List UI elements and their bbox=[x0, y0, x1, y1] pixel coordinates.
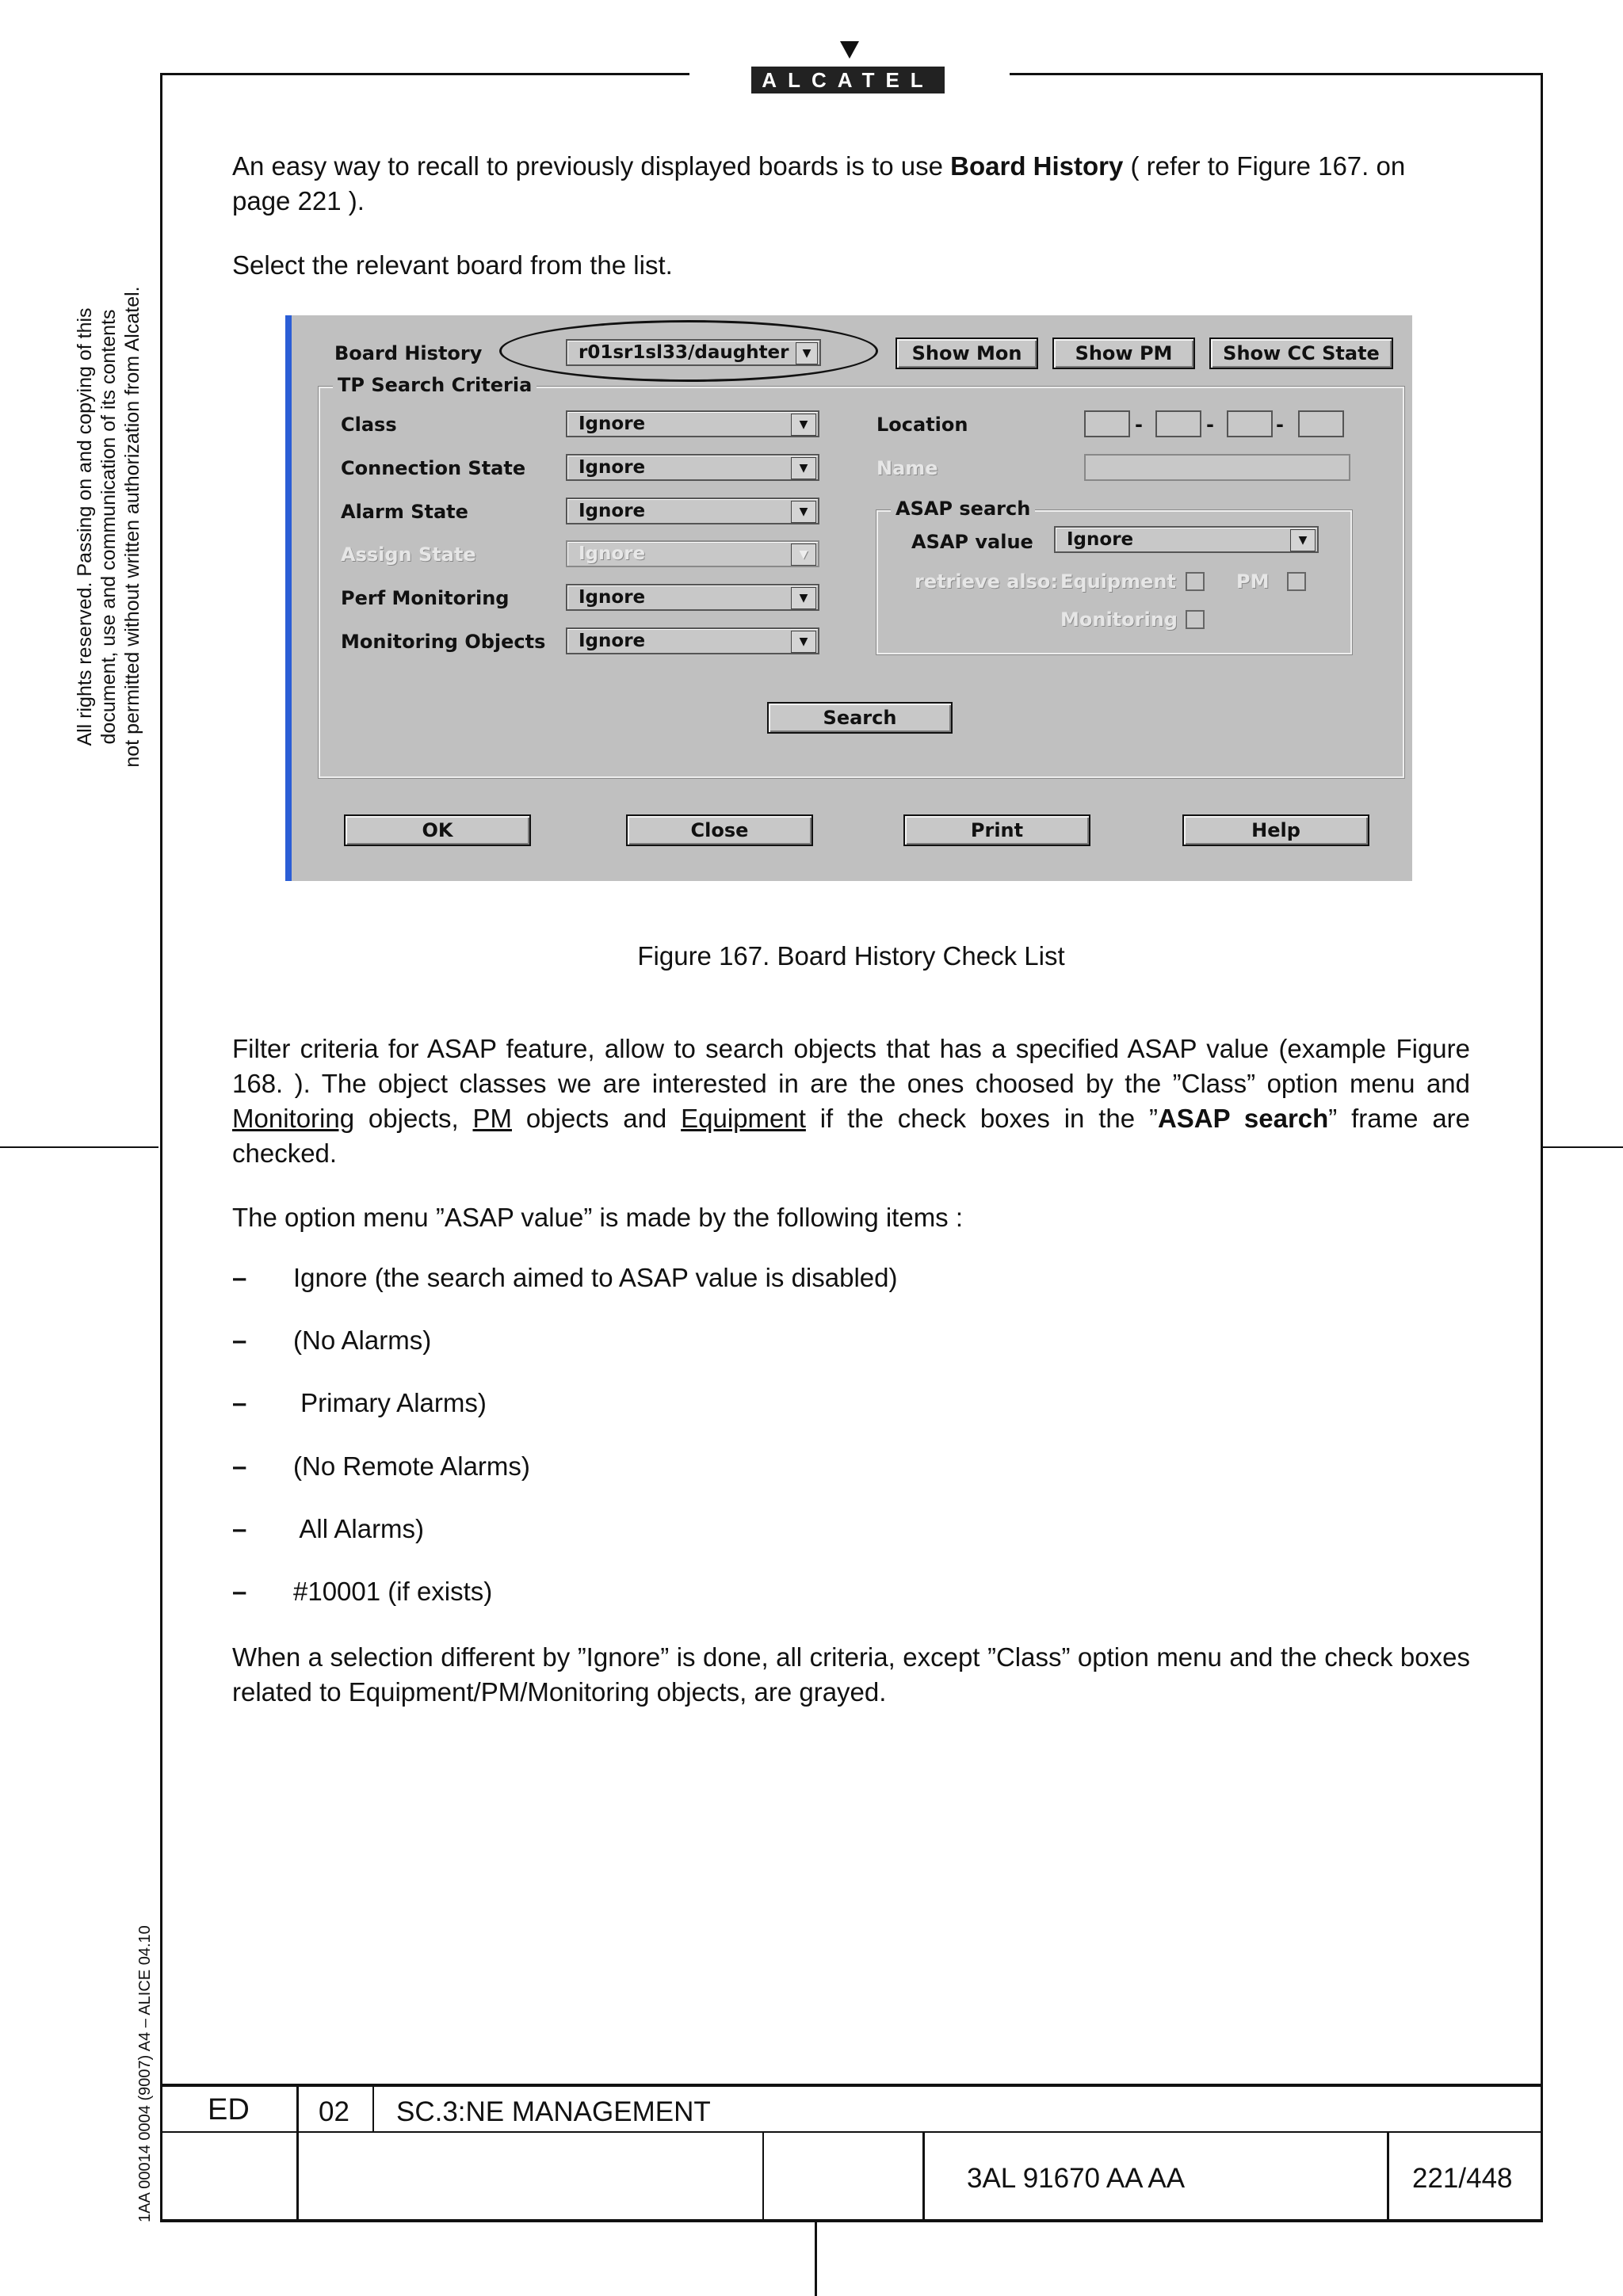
tb-line-bottom bbox=[160, 2219, 1543, 2222]
board-history-value: r01sr1sl33/daughter bbox=[579, 342, 789, 363]
name-label: Name bbox=[876, 457, 938, 479]
help-button[interactable]: Help bbox=[1182, 814, 1369, 846]
page-number: 221/448 bbox=[1412, 2163, 1513, 2194]
location-field-4[interactable] bbox=[1298, 410, 1344, 437]
equipment-underline: Equipment bbox=[681, 1104, 806, 1133]
frame-top-left bbox=[160, 73, 689, 75]
list-item: (No Alarms) bbox=[293, 1325, 432, 1355]
list-item: #10001 (if exists) bbox=[293, 1577, 493, 1606]
list-dash: – bbox=[232, 1451, 247, 1481]
location-field-2[interactable] bbox=[1155, 410, 1201, 437]
chevron-down-icon[interactable]: ▼ bbox=[791, 457, 816, 479]
assign-state-label: Assign State bbox=[341, 543, 476, 566]
monitoring-objects-label: Monitoring Objects bbox=[341, 631, 546, 653]
ed-label: ED bbox=[208, 2093, 250, 2126]
copyright-line-3: not permitted without written authorization from Alcatel. bbox=[121, 286, 143, 768]
perf-monitoring-value: Ignore bbox=[579, 587, 646, 608]
assign-state-combo bbox=[566, 540, 819, 567]
tb-line-mid bbox=[160, 2131, 1543, 2133]
frame-left bbox=[160, 73, 162, 2222]
equipment-checkbox[interactable] bbox=[1186, 572, 1205, 591]
document-number: 3AL 91670 AA AA bbox=[967, 2163, 1186, 2194]
connection-state-value: Ignore bbox=[579, 457, 646, 478]
tb-col-5 bbox=[1387, 2131, 1389, 2222]
filter-paragraph bbox=[232, 1032, 1470, 1171]
perf-monitoring-combo[interactable] bbox=[566, 584, 819, 611]
list-item: Ignore (the search aimed to ASAP value is disabled) bbox=[293, 1263, 898, 1292]
frame-top-right bbox=[1010, 73, 1543, 75]
asap-value-combo[interactable] bbox=[1054, 526, 1319, 553]
monitoring-label: Monitoring bbox=[1060, 608, 1178, 631]
location-separator: - bbox=[1276, 414, 1284, 436]
ok-button[interactable]: OK bbox=[344, 814, 531, 846]
tb-col-4 bbox=[922, 2131, 925, 2222]
filter-text-1: Filter criteria for ASAP feature, allow to search objects that has a specified ASAP value (example Figure 168. ). The object classes we are interested in are the ones choosed by the ”Class” option menu and bbox=[232, 1034, 1470, 1098]
asap-search-legend: ASAP search bbox=[891, 498, 1035, 520]
intro-paragraph bbox=[232, 149, 1470, 219]
filter-text-5: ” frame are checked. bbox=[232, 1104, 1471, 1168]
tb-col-1 bbox=[296, 2084, 299, 2222]
alarm-state-combo[interactable] bbox=[566, 498, 819, 524]
filter-text-3: objects and bbox=[511, 1104, 682, 1133]
monitoring-objects-combo[interactable] bbox=[566, 627, 819, 654]
list-dash: – bbox=[232, 1263, 247, 1292]
board-history-dialog bbox=[285, 315, 1412, 881]
list-item: (No Remote Alarms) bbox=[293, 1451, 530, 1481]
margin-mark-left bbox=[0, 1146, 158, 1148]
connection-state-combo[interactable] bbox=[566, 454, 819, 481]
copyright-line-2: document, use and communication of its contents bbox=[97, 309, 120, 745]
assign-state-value: Ignore bbox=[579, 543, 646, 564]
equipment-label: Equipment bbox=[1060, 570, 1176, 593]
intro-bold: Board History bbox=[950, 151, 1124, 181]
chevron-down-icon[interactable]: ▼ bbox=[791, 414, 816, 436]
show-pm-button[interactable]: Show PM bbox=[1052, 338, 1195, 369]
form-code: 1AA 00014 0004 (9007) A4 – ALICE 04.10 bbox=[136, 1925, 154, 2222]
list-dash: – bbox=[232, 1388, 247, 1417]
location-field-1[interactable] bbox=[1084, 410, 1130, 437]
select-instruction: Select the relevant board from the list. bbox=[232, 250, 673, 280]
filter-text-4: if the check boxes in the ” bbox=[805, 1104, 1158, 1133]
chevron-down-icon[interactable]: ▼ bbox=[791, 631, 816, 653]
board-history-label: Board History bbox=[334, 342, 483, 364]
list-item: All Alarms) bbox=[293, 1514, 425, 1543]
pm-checkbox[interactable] bbox=[1287, 572, 1306, 591]
chevron-down-icon: ▼ bbox=[791, 543, 816, 566]
pm-label: PM bbox=[1236, 570, 1270, 593]
search-button[interactable]: Search bbox=[767, 702, 953, 734]
class-combo[interactable] bbox=[566, 410, 819, 437]
connection-state-label: Connection State bbox=[341, 457, 526, 479]
asap-value-label: ASAP value bbox=[911, 531, 1033, 553]
pm-underline: PM bbox=[472, 1104, 512, 1133]
filter-text-2: objects, bbox=[354, 1104, 473, 1133]
ed-value: 02 bbox=[319, 2096, 349, 2127]
chevron-down-icon[interactable]: ▼ bbox=[791, 501, 816, 523]
intro-text-1: An easy way to recall to previously displayed boards is to use bbox=[232, 151, 951, 181]
perf-monitoring-label: Perf Monitoring bbox=[341, 587, 510, 609]
section-title: SC.3:NE MANAGEMENT bbox=[396, 2096, 711, 2127]
location-separator: - bbox=[1206, 414, 1214, 436]
retrieve-also-label: retrieve also: bbox=[915, 570, 1058, 593]
closing-paragraph: When a selection different by ”Ignore” is done, all criteria, except ”Class” option menu and the check boxes related to Equipment/PM/Monitoring objects, are grayed. bbox=[232, 1642, 1470, 1707]
show-cc-state-button[interactable]: Show CC State bbox=[1209, 338, 1393, 369]
alcatel-logo: ALCATEL bbox=[751, 67, 945, 93]
location-separator: - bbox=[1135, 414, 1143, 436]
show-mon-button[interactable]: Show Mon bbox=[896, 338, 1038, 369]
location-field-3[interactable] bbox=[1227, 410, 1273, 437]
copyright-notice bbox=[73, 273, 144, 780]
list-dash: – bbox=[232, 1325, 247, 1355]
list-dash: – bbox=[232, 1577, 247, 1606]
class-label: Class bbox=[341, 414, 397, 436]
option-menu-intro: The option menu ”ASAP value” is made by the following items : bbox=[232, 1203, 964, 1232]
asap-search-bold: ASAP search bbox=[1157, 1104, 1329, 1133]
asap-value-value: Ignore bbox=[1067, 529, 1134, 550]
tp-search-criteria-legend: TP Search Criteria bbox=[333, 374, 537, 396]
tb-col-2 bbox=[372, 2084, 374, 2133]
logo-triangle-icon bbox=[840, 41, 859, 59]
chevron-down-icon[interactable]: ▼ bbox=[796, 342, 818, 364]
bottom-center-mark bbox=[815, 2222, 817, 2296]
monitoring-checkbox[interactable] bbox=[1186, 610, 1205, 629]
chevron-down-icon[interactable]: ▼ bbox=[791, 587, 816, 609]
chevron-down-icon[interactable]: ▼ bbox=[1290, 529, 1316, 551]
class-value: Ignore bbox=[579, 414, 646, 434]
highlight-ellipse bbox=[499, 320, 878, 382]
monitoring-underline: Monitoring bbox=[232, 1104, 355, 1133]
tb-line-top bbox=[160, 2084, 1543, 2087]
alarm-state-label: Alarm State bbox=[341, 501, 468, 523]
print-button[interactable]: Print bbox=[903, 814, 1090, 846]
monitoring-objects-value: Ignore bbox=[579, 631, 646, 651]
copyright-line-1: All rights reserved. Passing on and copying of this bbox=[74, 307, 96, 746]
alarm-state-value: Ignore bbox=[579, 501, 646, 521]
figure-caption: Figure 167. Board History Check List bbox=[637, 941, 1065, 971]
tb-col-3 bbox=[762, 2131, 764, 2222]
location-label: Location bbox=[876, 414, 968, 436]
close-button[interactable]: Close bbox=[626, 814, 813, 846]
intro-text-2: ( refer to Figure 167. on page 221 ). bbox=[232, 151, 1406, 215]
name-field bbox=[1084, 454, 1350, 481]
list-item: Primary Alarms) bbox=[293, 1388, 487, 1417]
list-dash: – bbox=[232, 1514, 247, 1543]
margin-mark-right bbox=[1543, 1146, 1623, 1148]
